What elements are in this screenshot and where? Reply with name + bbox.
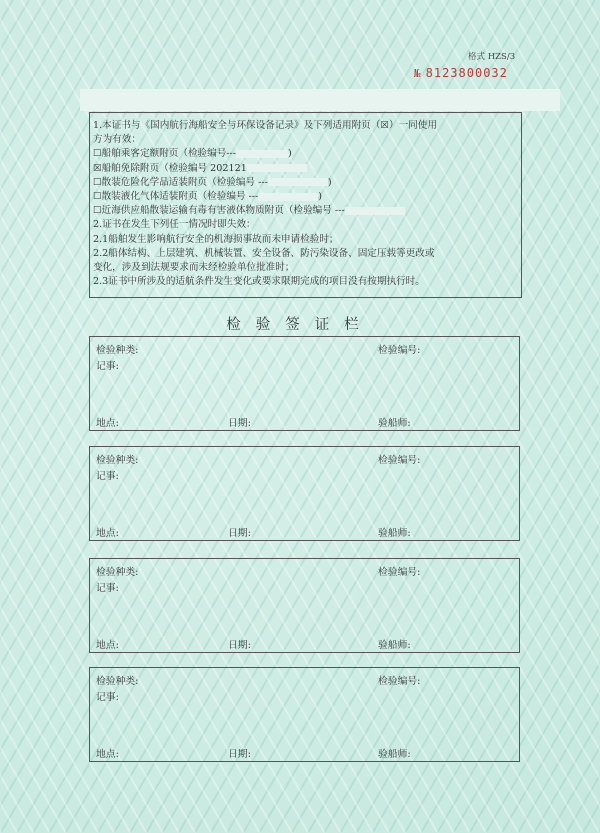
annex-liquefied-gas: ☐散装液化气体适装附页（检验编号 --- — [93, 191, 259, 203]
notice-line: 2.证书在发生下列任一情况时即失效： — [93, 219, 256, 231]
notice-line: 方为有效： — [93, 134, 141, 146]
endorsement-box — [89, 336, 520, 431]
notice-line — [93, 147, 521, 161]
redaction-mark — [345, 207, 405, 215]
date-label: 日期: — [228, 749, 251, 760]
inspector-label: 验船师: — [378, 749, 411, 760]
serial-no-label: № — [414, 67, 422, 80]
notice-line: 2.1船舶发生影响航行安全的机海损事故而未申请检验时； — [93, 233, 339, 245]
date-label: 日期: — [228, 418, 251, 429]
notice-line: 1.本证书与《国内航行海船安全与环保设备记录》及下列适用附页（☒）一同使用 — [93, 120, 437, 131]
notice-line: 变化，涉及到法规要求而未经检验单位批准时； — [93, 262, 295, 274]
place-label: 地点: — [96, 749, 119, 760]
inspection-type-label: 检验种类: — [96, 676, 139, 687]
annex-exemption: ☒船舶免除附页（检验编号 202121 — [93, 162, 247, 174]
inspection-number-label: 检验编号: — [378, 455, 421, 466]
redaction-mark — [247, 164, 307, 172]
place-label: 地点: — [96, 418, 119, 429]
redaction-mark — [236, 150, 288, 158]
notice-line: 2.2船体结构、上层建筑、机械装置、安全设备、防污染设备、固定压载等更改或 — [93, 247, 435, 259]
annex-offshore-supply: ☐近海供应船散装运输有毒有害液体物质附页（检验编号 --- — [93, 205, 345, 217]
place-label: 地点: — [96, 640, 119, 651]
notice-line — [93, 162, 521, 176]
notice-line — [93, 190, 521, 204]
endorsement-box — [89, 446, 520, 541]
inspection-type-label: 检验种类: — [96, 567, 139, 578]
redaction-bar — [80, 89, 560, 111]
place-label: 地点: — [96, 528, 119, 539]
inspection-type-label: 检验种类: — [96, 345, 139, 356]
serial-number-value: 8123800032 — [425, 66, 508, 80]
inspection-type-label: 检验种类: — [96, 455, 139, 466]
notice-line: 2.3证书中所涉及的适航条件发生变化或要求限期完成的项目没有按期执行时。 — [93, 276, 425, 288]
inspector-label: 验船师: — [378, 418, 411, 429]
closing-paren: ) — [288, 148, 292, 160]
date-label: 日期: — [228, 640, 251, 651]
redaction-mark — [268, 178, 328, 186]
inspection-number-label: 检验编号: — [378, 567, 421, 578]
section-title: 检验签证栏 — [226, 317, 374, 333]
closing-paren: ) — [327, 176, 332, 188]
notes-label: 记事: — [96, 471, 119, 482]
date-label: 日期: — [228, 528, 251, 539]
serial-number — [414, 66, 508, 80]
notice-line — [93, 176, 521, 190]
inspector-label: 验船师: — [378, 528, 411, 539]
annex-passenger: ☐船舶乘客定额附页（检验编号--- — [93, 148, 237, 160]
notes-label: 记事: — [96, 583, 119, 594]
closing-paren: ) — [318, 191, 323, 203]
inspection-number-label: 检验编号: — [378, 345, 421, 356]
notice-line — [93, 204, 521, 218]
endorsement-box — [89, 558, 520, 653]
form-code: 格式 HZS/3 — [468, 52, 516, 62]
notes-label: 记事: — [96, 692, 119, 703]
inspection-number-label: 检验编号: — [378, 676, 421, 687]
inspector-label: 验船师: — [378, 640, 411, 651]
endorsement-box — [89, 667, 520, 762]
redaction-mark — [258, 193, 318, 201]
annex-dangerous-chemicals: ☐散装危险化学品适装附页（检验编号 --- — [93, 176, 268, 188]
notes-label: 记事: — [96, 361, 119, 372]
validity-notice — [89, 112, 522, 298]
